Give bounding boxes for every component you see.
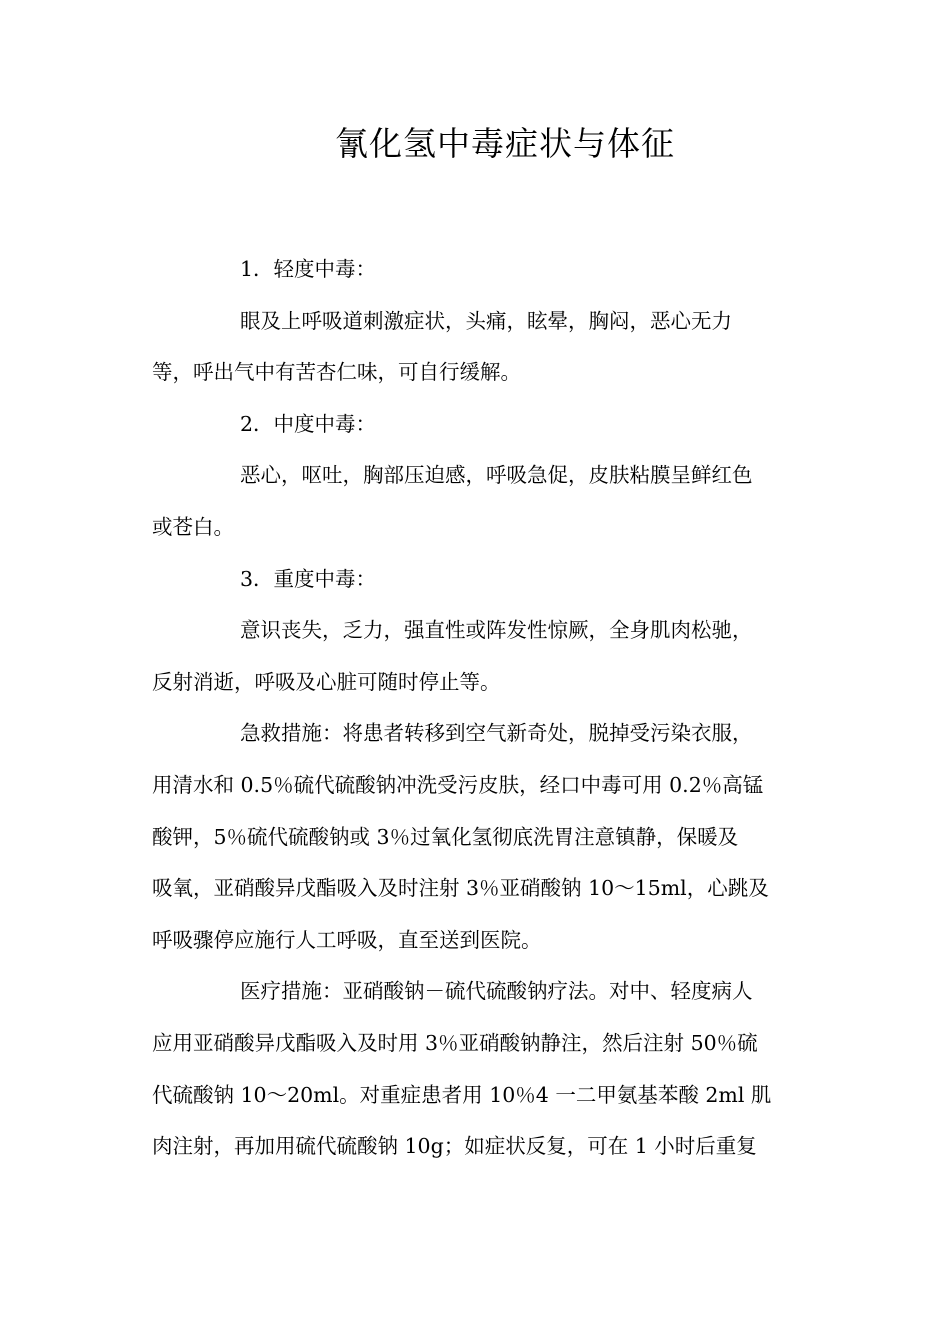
text-line: 反射消逝，呼吸及心脏可随时停止等。 bbox=[152, 669, 501, 694]
text-line: 吸氧，亚硝酸异戊酯吸入及时注射 3％亚硝酸钠 10～15ml，心跳及 bbox=[152, 876, 769, 901]
text-line: 用清水和 0.5％硫代硫酸钠冲洗受污皮肤，经口中毒可用 0.2％高锰 bbox=[152, 772, 764, 797]
paragraph-mild-symptoms bbox=[152, 296, 802, 399]
heading-mild-poisoning bbox=[152, 244, 802, 296]
paragraph-first-aid bbox=[152, 708, 802, 966]
paragraph-moderate-symptoms bbox=[152, 450, 802, 553]
text-line: 或苍白。 bbox=[152, 514, 234, 539]
text-line: 恶心，呕吐，胸部压迫感，呼吸急促，皮肤粘膜呈鲜红色 bbox=[240, 463, 753, 488]
text-line: 呼吸骤停应施行人工呼吸，直至送到医院。 bbox=[152, 927, 542, 952]
text-line: 3．重度中毒： bbox=[240, 566, 377, 591]
document-title: 氰化氢中毒症状与体征 bbox=[335, 124, 675, 163]
text-line: 应用亚硝酸异戊酯吸入及时用 3％亚硝酸钠静注，然后注射 50％硫 bbox=[152, 1030, 758, 1055]
text-line: 肉注射，再加用硫代硫酸钠 10g；如症状反复，可在 1 小时后重复 bbox=[152, 1134, 757, 1159]
text-line: 酸钾，5％硫代硫酸钠或 3％过氧化氢彻底洗胃注意镇静，保暖及 bbox=[152, 824, 739, 849]
text-line: 代硫酸钠 10～20ml。对重症患者用 10％4 一二甲氨基苯酸 2ml 肌 bbox=[152, 1082, 772, 1107]
document-body bbox=[152, 244, 802, 1173]
text-line: 2．中度中毒： bbox=[240, 411, 377, 436]
paragraph-medical-treatment bbox=[152, 966, 802, 1172]
text-line: 1．轻度中毒： bbox=[240, 257, 377, 281]
text-line: 意识丧失，乏力，强直性或阵发性惊厥，全身肌肉松驰， bbox=[240, 618, 753, 643]
heading-moderate-poisoning bbox=[152, 399, 802, 451]
text-line: 等，呼出气中有苦杏仁味，可自行缓解。 bbox=[152, 360, 521, 385]
text-line: 眼及上呼吸道刺激症状，头痛，眩晕，胸闷，恶心无力 bbox=[240, 308, 732, 333]
text-line: 急救措施：将患者转移到空气新奇处，脱掉受污染衣服， bbox=[240, 721, 753, 746]
heading-severe-poisoning bbox=[152, 554, 802, 606]
paragraph-severe-symptoms bbox=[152, 605, 802, 708]
text-line: 医疗措施：亚硝酸钠－硫代硫酸钠疗法。对中、轻度病人 bbox=[240, 979, 753, 1004]
